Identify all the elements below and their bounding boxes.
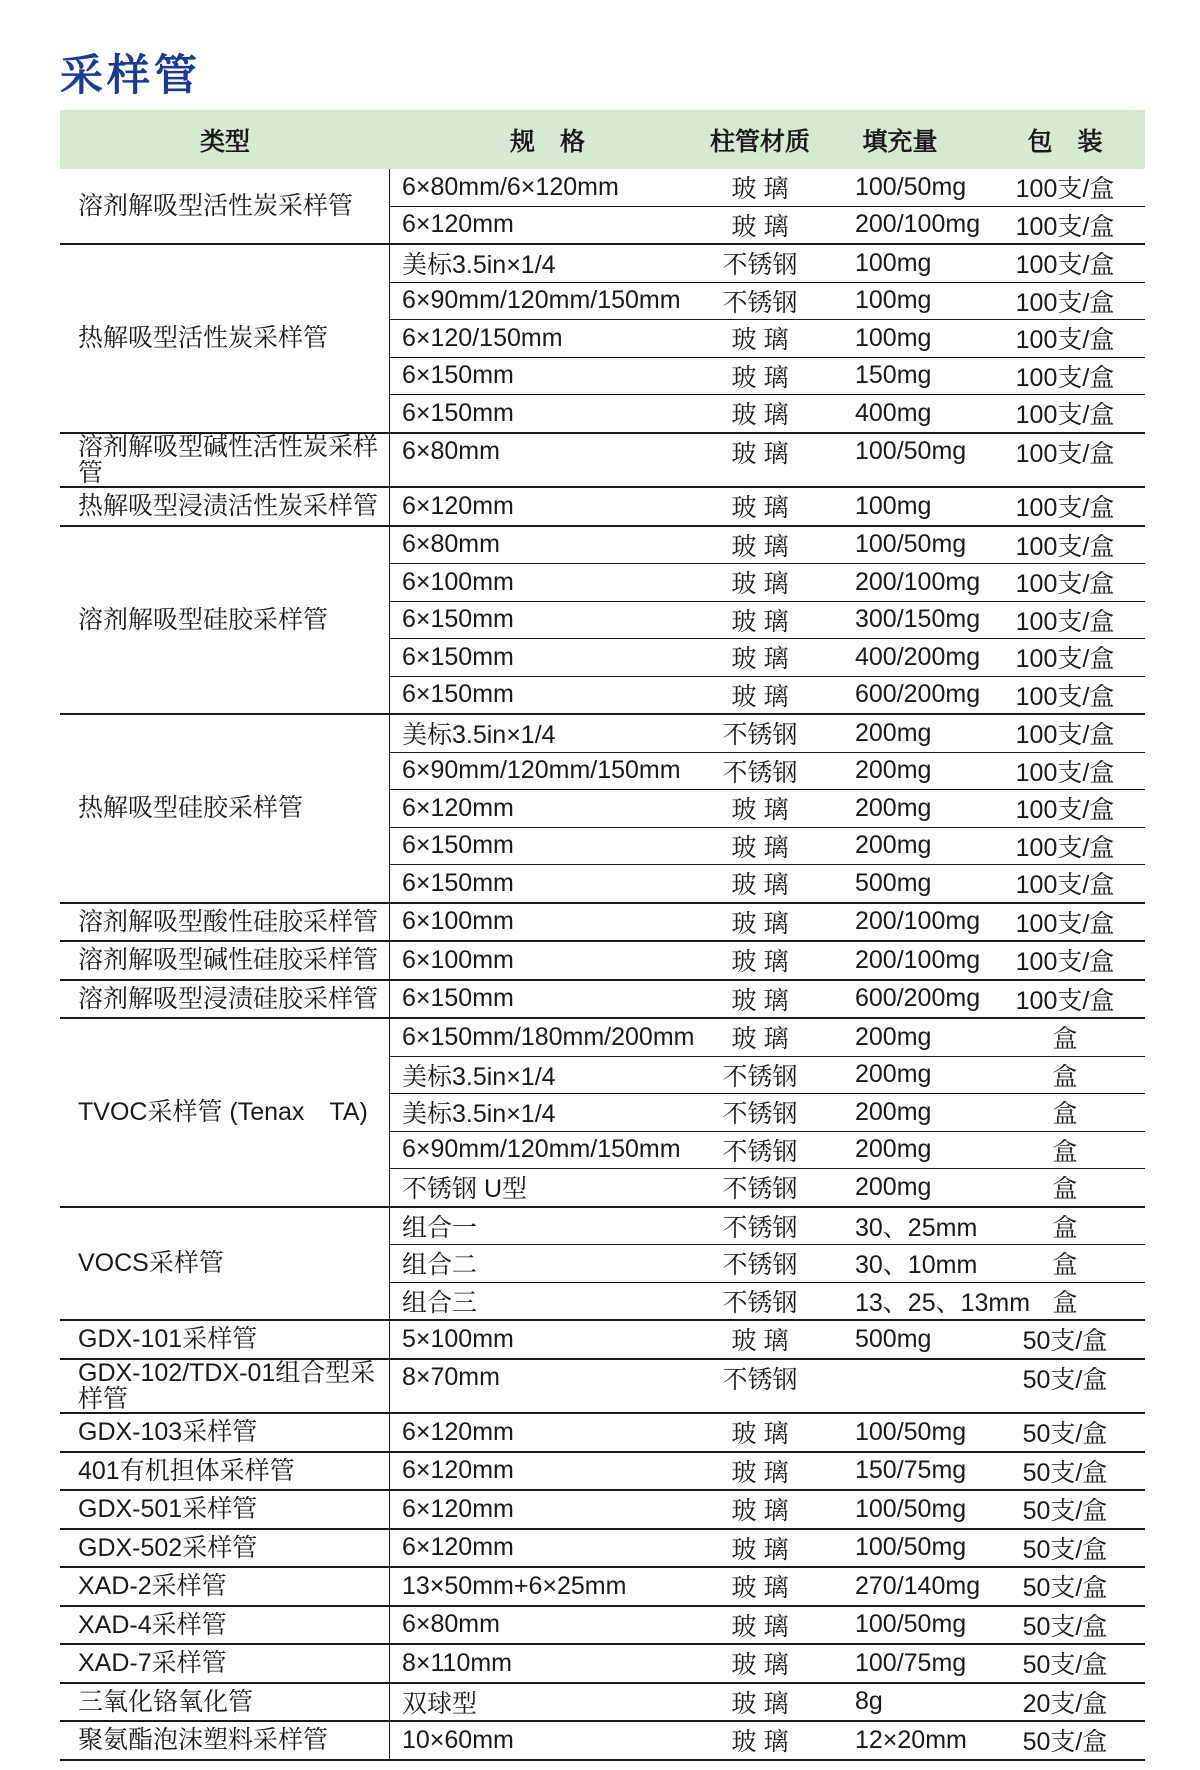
- spec-cell: 6×100mm: [402, 567, 514, 596]
- material-cell: 玻 璃: [731, 1420, 789, 1449]
- material-cell: 玻 璃: [731, 871, 789, 900]
- table-row: [390, 827, 1145, 865]
- fill-cell: 500mg: [855, 1324, 932, 1353]
- category-cell: 热解吸型活性炭采样管: [60, 245, 390, 432]
- category-cell: 溶剂解吸型碱性活性炭采样管: [60, 434, 390, 487]
- spec-cell: 6×80mm: [402, 1610, 500, 1639]
- fill-cell: 100/50mg: [855, 1533, 967, 1562]
- package-cell: 50支/盒: [1022, 1497, 1108, 1526]
- group-rows: [390, 434, 1145, 487]
- category-cell: 溶剂解吸型浸渍硅胶采样管: [60, 981, 390, 1018]
- spec-cell: 6×150mm: [402, 868, 514, 897]
- group-rows: [390, 1607, 1145, 1644]
- group-rows: [390, 1414, 1145, 1451]
- package-cell: 100支/盒: [1015, 758, 1115, 787]
- table-group: [60, 1605, 1145, 1644]
- material-cell: 玻 璃: [731, 1458, 789, 1487]
- category-cell: XAD-4采样管: [60, 1607, 390, 1644]
- table-group: [60, 486, 1145, 525]
- fill-cell: 100/50mg: [855, 1610, 967, 1639]
- table-row: [390, 1607, 1145, 1644]
- header-material: 柱管材质: [709, 127, 810, 156]
- fill-cell: 270/140mg: [855, 1571, 981, 1600]
- material-cell: 不锈钢: [722, 1288, 798, 1317]
- category-cell: 溶剂解吸型活性炭采样管: [60, 169, 390, 243]
- group-rows: [390, 1321, 1145, 1358]
- spec-cell: 6×120mm: [402, 1417, 514, 1446]
- table-row: [390, 676, 1145, 714]
- spec-cell: 8×110mm: [402, 1648, 513, 1677]
- table-row: [390, 1360, 1145, 1397]
- category-cell: TVOC采样管 (Tenax TA): [60, 1019, 390, 1206]
- table-row: [390, 1208, 1145, 1245]
- package-cell: 100支/盒: [1015, 986, 1115, 1015]
- package-cell: 100支/盒: [1015, 607, 1115, 636]
- fill-cell: 30、25mm: [855, 1213, 978, 1242]
- material-cell: 玻 璃: [731, 175, 789, 204]
- fill-cell: 200mg: [855, 756, 932, 785]
- package-cell: 50支/盒: [1022, 1420, 1108, 1449]
- table-row: [390, 245, 1145, 282]
- table-row: [390, 638, 1145, 676]
- spec-cell: 6×150mm: [402, 831, 514, 860]
- fill-cell: 100/50mg: [855, 530, 967, 559]
- table-header-row: [60, 110, 1145, 169]
- table-row: [390, 563, 1145, 601]
- package-cell: 盒: [1052, 1025, 1078, 1054]
- fill-cell: 200/100mg: [855, 210, 981, 239]
- spec-cell: 组合一: [402, 1213, 478, 1242]
- spec-cell: 6×150mm: [402, 984, 514, 1013]
- table-row: [390, 1530, 1145, 1567]
- material-cell: 玻 璃: [731, 909, 789, 938]
- spec-cell: 6×120mm: [402, 793, 514, 822]
- table-row: [390, 488, 1145, 525]
- table-group: [60, 525, 1145, 714]
- fill-cell: 100mg: [855, 248, 932, 277]
- material-cell: 玻 璃: [731, 645, 789, 674]
- category-cell: GDX-501采样管: [60, 1491, 390, 1528]
- page-title: 采样管: [60, 52, 201, 100]
- material-cell: 玻 璃: [731, 1535, 789, 1564]
- spec-cell: 6×80mm: [402, 530, 500, 559]
- table-row: [390, 1282, 1145, 1320]
- category-cell: XAD-2采样管: [60, 1568, 390, 1605]
- group-rows: [390, 981, 1145, 1018]
- header-package: 包 装: [1027, 127, 1103, 156]
- category-cell: 聚氨酯泡沫塑料采样管: [60, 1722, 390, 1759]
- material-cell: 玻 璃: [731, 532, 789, 561]
- table-row: [390, 319, 1145, 357]
- group-rows: [390, 1568, 1145, 1605]
- fill-cell: 200/100mg: [855, 907, 981, 936]
- category-cell: 三氧化铬氧化管: [60, 1684, 390, 1721]
- table-group: [60, 243, 1145, 432]
- fill-cell: 200mg: [855, 1097, 932, 1126]
- package-cell: 100支/盒: [1015, 212, 1115, 241]
- spec-cell: 5×100mm: [402, 1324, 514, 1353]
- fill-cell: 100/50mg: [855, 437, 967, 466]
- package-cell: 50支/盒: [1022, 1327, 1108, 1356]
- fill-cell: 13、25、13mm: [855, 1288, 1031, 1317]
- package-cell: 100支/盒: [1015, 288, 1115, 317]
- spec-cell: 6×150mm: [402, 642, 514, 671]
- fill-cell: 600/200mg: [855, 680, 981, 709]
- material-cell: 不锈钢: [722, 1100, 798, 1129]
- material-cell: 玻 璃: [731, 494, 789, 523]
- table-row: [390, 169, 1145, 206]
- spec-cell: 6×80mm: [402, 437, 500, 466]
- table-group: [60, 1489, 1145, 1528]
- package-cell: 100支/盒: [1015, 251, 1115, 280]
- spec-cell: 6×120mm: [402, 210, 514, 239]
- material-cell: 不锈钢: [722, 251, 798, 280]
- fill-cell: 100/50mg: [855, 172, 967, 201]
- group-rows: [390, 1722, 1145, 1759]
- table-row: [390, 752, 1145, 790]
- table-group: [60, 1643, 1145, 1682]
- package-cell: 100支/盒: [1015, 909, 1115, 938]
- fill-cell: 100/50mg: [855, 1417, 967, 1446]
- fill-cell: 200/100mg: [855, 567, 981, 596]
- package-cell: 100支/盒: [1015, 721, 1115, 750]
- package-cell: 100支/盒: [1015, 833, 1115, 862]
- table-group: [60, 169, 1145, 243]
- spec-cell: 6×90mm/120mm/150mm: [402, 1135, 681, 1164]
- material-cell: 玻 璃: [731, 401, 789, 430]
- sampling-tube-table: [60, 110, 1145, 1761]
- table-row: [390, 1321, 1145, 1358]
- table-row: [390, 394, 1145, 432]
- table-row: [390, 434, 1145, 471]
- spec-cell: 10×60mm: [402, 1725, 514, 1754]
- group-rows: [390, 1684, 1145, 1721]
- package-cell: 盒: [1052, 1175, 1078, 1204]
- group-rows: [390, 488, 1145, 525]
- fill-cell: 200/100mg: [855, 945, 981, 974]
- table-group: [60, 432, 1145, 487]
- package-cell: 100支/盒: [1015, 326, 1115, 355]
- spec-cell: 8×70mm: [402, 1363, 500, 1392]
- fill-cell: 8g: [855, 1687, 883, 1716]
- fill-cell: 100mg: [855, 286, 932, 315]
- table-body: [60, 169, 1145, 1759]
- package-cell: 盒: [1052, 1062, 1078, 1091]
- category-cell: GDX-101采样管: [60, 1321, 390, 1358]
- fill-cell: 150/75mg: [855, 1456, 967, 1485]
- spec-cell: 6×150mm: [402, 680, 514, 709]
- package-cell: 50支/盒: [1022, 1574, 1108, 1603]
- spec-cell: 6×120mm: [402, 1456, 514, 1485]
- table-row: [390, 1019, 1145, 1056]
- group-rows: [390, 1645, 1145, 1682]
- spec-cell: 6×120mm: [402, 1533, 514, 1562]
- fill-cell: 600/200mg: [855, 984, 981, 1013]
- material-cell: 玻 璃: [731, 1728, 789, 1757]
- category-cell: 溶剂解吸型酸性硅胶采样管: [60, 904, 390, 941]
- material-cell: 不锈钢: [722, 1251, 798, 1280]
- package-cell: 100支/盒: [1015, 175, 1115, 204]
- table-row: [390, 1684, 1145, 1721]
- table-group: [60, 1319, 1145, 1358]
- table-row: [390, 1568, 1145, 1605]
- spec-cell: 美标3.5in×1/4: [402, 721, 556, 750]
- package-cell: 盒: [1052, 1213, 1078, 1242]
- package-cell: 盒: [1052, 1137, 1078, 1166]
- fill-cell: 100mg: [855, 491, 932, 520]
- package-cell: 50支/盒: [1022, 1612, 1108, 1641]
- spec-cell: 美标3.5in×1/4: [402, 251, 556, 280]
- spec-cell: 6×100mm: [402, 907, 514, 936]
- material-cell: 玻 璃: [731, 1497, 789, 1526]
- table-row: [390, 357, 1145, 395]
- spec-cell: 双球型: [402, 1689, 478, 1718]
- category-cell: XAD-7采样管: [60, 1645, 390, 1682]
- material-cell: 玻 璃: [731, 1327, 789, 1356]
- group-rows: [390, 1453, 1145, 1490]
- package-cell: 100支/盒: [1015, 871, 1115, 900]
- group-rows: [390, 169, 1145, 243]
- package-cell: 100支/盒: [1015, 363, 1115, 392]
- fill-cell: 200mg: [855, 793, 932, 822]
- material-cell: 不锈钢: [722, 1137, 798, 1166]
- fill-cell: 200mg: [855, 1172, 932, 1201]
- spec-cell: 6×90mm/120mm/150mm: [402, 756, 681, 785]
- fill-cell: 100/50mg: [855, 1494, 967, 1523]
- fill-cell: 400/200mg: [855, 642, 981, 671]
- table-group: [60, 1358, 1145, 1413]
- package-cell: 50支/盒: [1022, 1535, 1108, 1564]
- material-cell: 不锈钢: [722, 721, 798, 750]
- table-row: [390, 282, 1145, 320]
- fill-cell: 100mg: [855, 323, 932, 352]
- spec-cell: 美标3.5in×1/4: [402, 1100, 556, 1129]
- table-group: [60, 713, 1145, 902]
- package-cell: 50支/盒: [1022, 1365, 1108, 1394]
- package-cell: 100支/盒: [1015, 948, 1115, 977]
- table-row: [390, 1645, 1145, 1682]
- fill-cell: 300/150mg: [855, 605, 981, 634]
- table-row: [390, 1131, 1145, 1169]
- material-cell: 玻 璃: [731, 948, 789, 977]
- material-cell: 玻 璃: [731, 796, 789, 825]
- fill-cell: 200mg: [855, 1135, 932, 1164]
- table-group: [60, 979, 1145, 1018]
- material-cell: 玻 璃: [731, 363, 789, 392]
- spec-cell: 6×150mm: [402, 361, 514, 390]
- table-row: [390, 1056, 1145, 1094]
- group-rows: [390, 1360, 1145, 1413]
- material-cell: 玻 璃: [731, 833, 789, 862]
- table-group: [60, 1412, 1145, 1451]
- category-cell: VOCS采样管: [60, 1208, 390, 1320]
- group-rows: [390, 527, 1145, 714]
- package-cell: 盒: [1052, 1100, 1078, 1129]
- table-group: [60, 1720, 1145, 1759]
- header-type: 类型: [199, 127, 250, 156]
- table-row: [390, 601, 1145, 639]
- package-cell: 100支/盒: [1015, 682, 1115, 711]
- fill-cell: 12×20mm: [855, 1725, 967, 1754]
- table-row: [390, 1722, 1145, 1759]
- group-rows: [390, 715, 1145, 902]
- fill-cell: 30、10mm: [855, 1251, 978, 1280]
- table-group: [60, 1017, 1145, 1206]
- material-cell: 玻 璃: [731, 1651, 789, 1680]
- table-row: [390, 1414, 1145, 1451]
- table-row: [390, 1491, 1145, 1528]
- spec-cell: 6×120mm: [402, 491, 514, 520]
- table-group: [60, 1451, 1145, 1490]
- table-row: [390, 864, 1145, 902]
- fill-cell: 150mg: [855, 361, 932, 390]
- fill-cell: 500mg: [855, 868, 932, 897]
- material-cell: 玻 璃: [731, 570, 789, 599]
- table-group: [60, 1682, 1145, 1721]
- group-rows: [390, 245, 1145, 432]
- material-cell: 玻 璃: [731, 1574, 789, 1603]
- material-cell: 玻 璃: [731, 439, 789, 468]
- fill-cell: 200mg: [855, 718, 932, 747]
- material-cell: 玻 璃: [731, 1612, 789, 1641]
- table-row: [390, 904, 1145, 941]
- package-cell: 50支/盒: [1022, 1458, 1108, 1487]
- table-group: [60, 902, 1145, 941]
- package-cell: 20支/盒: [1022, 1689, 1108, 1718]
- category-cell: GDX-502采样管: [60, 1530, 390, 1567]
- group-rows: [390, 1208, 1145, 1320]
- table-row: [390, 942, 1145, 979]
- fill-cell: 200mg: [855, 1022, 932, 1051]
- table-row: [390, 527, 1145, 564]
- header-spec: 规 格: [509, 127, 585, 156]
- table-row: [390, 1244, 1145, 1282]
- material-cell: 玻 璃: [731, 986, 789, 1015]
- table-row: [390, 1093, 1145, 1131]
- package-cell: 50支/盒: [1022, 1728, 1108, 1757]
- package-cell: 100支/盒: [1015, 494, 1115, 523]
- material-cell: 不锈钢: [722, 1175, 798, 1204]
- fill-cell: 400mg: [855, 398, 932, 427]
- package-cell: 100支/盒: [1015, 401, 1115, 430]
- category-cell: GDX-102/TDX-01组合型采样管: [60, 1360, 390, 1413]
- spec-cell: 组合二: [402, 1251, 478, 1280]
- material-cell: 不锈钢: [722, 1365, 798, 1394]
- group-rows: [390, 1491, 1145, 1528]
- spec-cell: 美标3.5in×1/4: [402, 1062, 556, 1091]
- material-cell: 玻 璃: [731, 1689, 789, 1718]
- package-cell: 盒: [1052, 1288, 1078, 1317]
- table-row: [390, 789, 1145, 827]
- group-rows: [390, 904, 1145, 941]
- group-rows: [390, 1019, 1145, 1206]
- package-cell: 100支/盒: [1015, 796, 1115, 825]
- spec-cell: 6×150mm: [402, 605, 514, 634]
- fill-cell: 200mg: [855, 831, 932, 860]
- material-cell: 不锈钢: [722, 288, 798, 317]
- category-cell: 溶剂解吸型硅胶采样管: [60, 527, 390, 714]
- package-cell: 100支/盒: [1015, 645, 1115, 674]
- material-cell: 玻 璃: [731, 1025, 789, 1054]
- spec-cell: 6×80mm/6×120mm: [402, 172, 619, 201]
- spec-cell: 6×120/150mm: [402, 323, 563, 352]
- table-group: [60, 940, 1145, 979]
- group-rows: [390, 942, 1145, 979]
- fill-cell: 100/75mg: [855, 1648, 967, 1677]
- material-cell: 不锈钢: [722, 1062, 798, 1091]
- material-cell: 玻 璃: [731, 607, 789, 636]
- material-cell: 玻 璃: [731, 682, 789, 711]
- material-cell: 玻 璃: [731, 326, 789, 355]
- spec-cell: 6×150mm: [402, 398, 514, 427]
- table-group: [60, 1566, 1145, 1605]
- header-fill: 填充量: [862, 127, 938, 156]
- package-cell: 100支/盒: [1015, 570, 1115, 599]
- spec-cell: 13×50mm+6×25mm: [402, 1571, 627, 1600]
- spec-cell: 6×90mm/120mm/150mm: [402, 286, 681, 315]
- category-cell: 热解吸型硅胶采样管: [60, 715, 390, 902]
- spec-cell: 组合三: [402, 1288, 478, 1317]
- material-cell: 不锈钢: [722, 758, 798, 787]
- group-rows: [390, 1530, 1145, 1567]
- table-row: [390, 715, 1145, 752]
- material-cell: 不锈钢: [722, 1213, 798, 1242]
- category-cell: 热解吸型浸渍活性炭采样管: [60, 488, 390, 525]
- table-row: [390, 981, 1145, 1018]
- package-cell: 100支/盒: [1015, 439, 1115, 468]
- material-cell: 玻 璃: [731, 212, 789, 241]
- table-row: [390, 1453, 1145, 1490]
- table-group: [60, 1528, 1145, 1567]
- package-cell: 50支/盒: [1022, 1651, 1108, 1680]
- table-row: [390, 1168, 1145, 1206]
- package-cell: 100支/盒: [1015, 532, 1115, 561]
- category-cell: GDX-103采样管: [60, 1414, 390, 1451]
- spec-cell: 6×120mm: [402, 1494, 514, 1523]
- spec-cell: 不锈钢 U型: [402, 1175, 528, 1204]
- category-cell: 溶剂解吸型碱性硅胶采样管: [60, 942, 390, 979]
- fill-cell: 200mg: [855, 1060, 932, 1089]
- spec-cell: 6×150mm/180mm/200mm: [402, 1022, 695, 1051]
- category-cell: 401有机担体采样管: [60, 1453, 390, 1490]
- package-cell: 盒: [1052, 1251, 1078, 1280]
- table-row: [390, 206, 1145, 244]
- spec-cell: 6×100mm: [402, 945, 514, 974]
- table-group: [60, 1206, 1145, 1320]
